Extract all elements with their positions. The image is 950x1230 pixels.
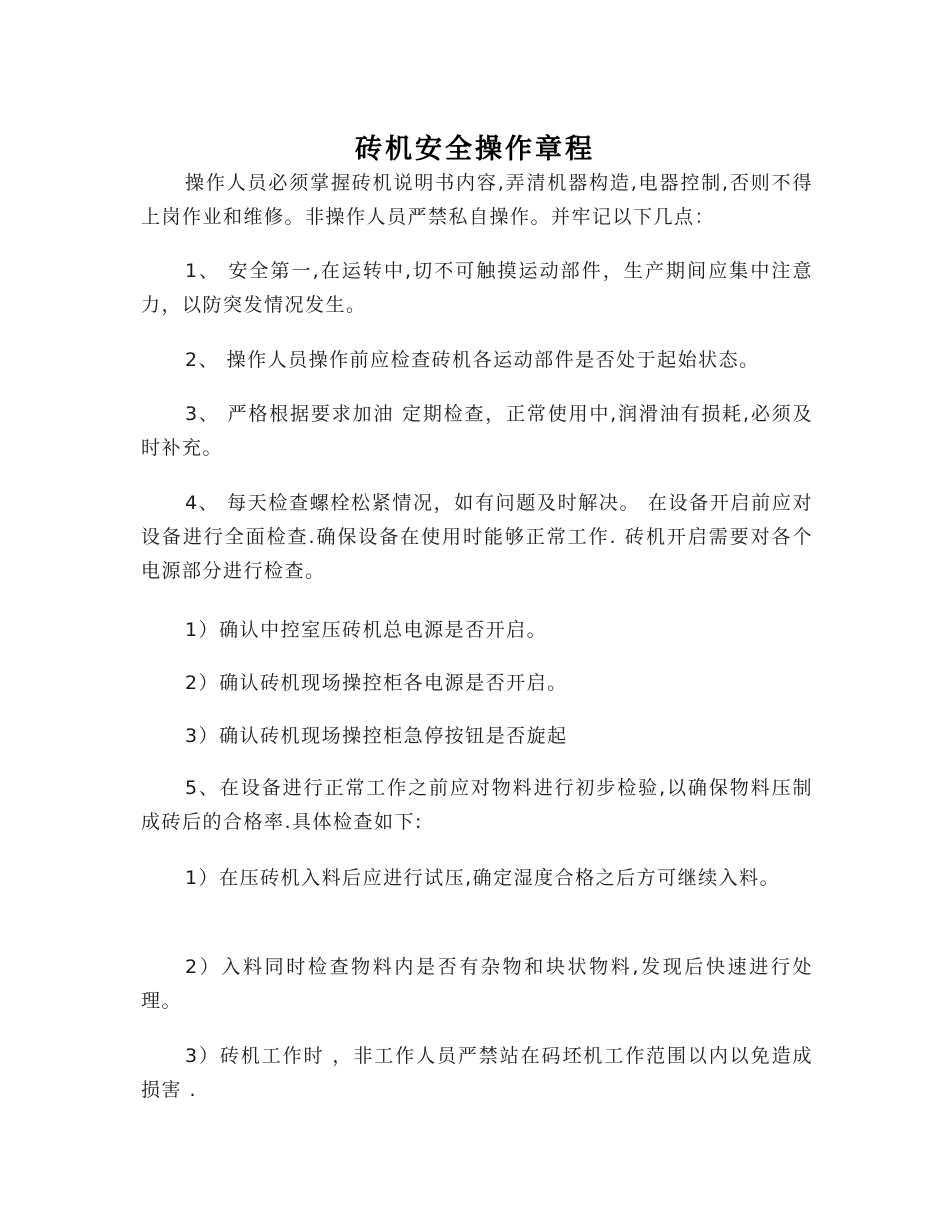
paragraph-material-2: 2）入料同时检查物料内是否有杂物和块状物料,发现后快速进行处理。	[141, 956, 813, 1012]
paragraph-rule-4: 4、 每天检查螺栓松紧情况，如有问题及时解决。 在设备开启前应对设备进行全面检查.确保设备在使用时能够正常工作. 砖机开启需要对各个电源部分进行检查。	[141, 492, 813, 582]
paragraph-intro: 操作人员必须掌握砖机说明书内容,弄清机器构造,电器控制,否则不得上岗作业和维修。非操作人员严禁私自操作。并牢记以下几点：	[141, 172, 813, 228]
paragraph-rule-5: 5、在设备进行正常工作之前应对物料进行初步检验,以确保物料压制成砖后的合格率.具体检查如下:	[141, 777, 813, 833]
paragraph-rule-1: 1、 安全第一,在运转中,切不可触摸运动部件，生产期间应集中注意力，以防突发情况发生。	[141, 260, 813, 316]
paragraph-check-2: 2）确认砖机现场操控柜各电源是否开启。	[185, 672, 568, 694]
paragraph-material-1: 1）在压砖机入料后应进行试压,确定湿度合格之后方可继续入料。	[185, 867, 781, 889]
paragraph-material-3: 3）砖机工作时 ，非工作人员严禁站在码坯机工作范围以内以免造成损害 .	[141, 1045, 813, 1101]
paragraph-rule-3: 3、 严格根据要求加油 定期检查，正常使用中,润滑油有损耗,必须及时补充。	[141, 403, 813, 459]
paragraph-rule-2: 2、 操作人员操作前应检查砖机各运动部件是否处于起始状态。	[185, 349, 760, 371]
paragraph-check-3: 3）确认砖机现场操控柜急停按钮是否旋起	[185, 725, 568, 747]
document-title: 砖机安全操作章程	[355, 134, 595, 166]
paragraph-check-1: 1）确认中控室压砖机总电源是否开启。	[185, 619, 548, 641]
